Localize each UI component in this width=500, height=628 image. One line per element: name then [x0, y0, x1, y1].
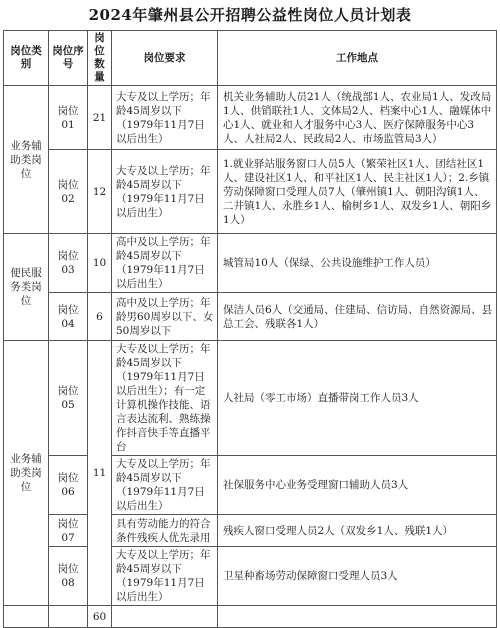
requirement-cell: 大专及以上学历；年龄45周岁以下（1979年11月7日以后出生）	[112, 547, 218, 606]
table-row	[4, 515, 497, 547]
requirement-cell: 大专及以上学历；年龄45周岁以下（1979年11月7日以后出生）	[112, 150, 218, 234]
table-row	[4, 547, 497, 606]
table-header-row	[4, 31, 497, 86]
count-cell: 10	[88, 234, 112, 293]
total-empty-cell	[112, 606, 218, 628]
requirement-cell: 具有劳动能力的符合条件残疾人优先录用	[112, 515, 218, 547]
table-row	[4, 341, 497, 456]
table-row	[4, 234, 497, 293]
requirement-cell: 高中及以上学历；年龄男60周岁以下、女50周岁以下	[112, 293, 218, 341]
post-no-cell: 岗位08	[49, 547, 88, 606]
location-cell: 人社局（零工市场）直播带岗工作人员3人	[218, 341, 497, 456]
count-cell: 6	[88, 293, 112, 341]
total-empty-cell	[49, 606, 88, 628]
post-no-cell: 岗位01	[49, 86, 88, 150]
location-cell: 卫星种畜场劳动保障窗口受理人员3人	[218, 547, 497, 606]
table-row	[4, 86, 497, 150]
count-cell: 21	[88, 86, 112, 150]
requirement-cell: 大专及以上学历；年龄45周岁以下（1979年11月7日以后出生）	[112, 86, 218, 150]
post-no-cell: 岗位07	[49, 515, 88, 547]
header-requirement: 岗位要求	[112, 31, 218, 86]
header-post-no: 岗位序号	[49, 31, 88, 86]
header-category: 岗位类别	[4, 31, 49, 86]
location-cell: 1.就业驿站服务窗口人员5人（繁荣社区1人、团结社区1人、建设社区1人、和平社区1人、民主社区1人）；2.乡镇劳动保障窗口受理人员7人（肇州镇1人、朝阳沟镇1人、二井镇1人、永胜乡1人、榆树乡1人、双发乡1人、朝阳乡1人）	[218, 150, 497, 234]
table-row	[4, 150, 497, 234]
table-row	[4, 456, 497, 515]
count-cell: 12	[88, 150, 112, 234]
requirement-cell: 大专及以上学历；年龄45周岁以下（1979年11月7日以后出生）；有一定计算机操作技能、语言表达流利、熟练操作抖音快手等直播平台	[112, 341, 218, 456]
category-cell: 便民服务类岗位	[4, 234, 49, 341]
post-no-cell: 岗位02	[49, 150, 88, 234]
post-no-cell: 岗位03	[49, 234, 88, 293]
recruitment-plan-table	[3, 30, 497, 628]
header-count: 岗位数量	[88, 31, 112, 86]
location-cell: 城管局10人（保绿、公共设施维护工作人员）	[218, 234, 497, 293]
location-cell: 社保服务中心业务受理窗口辅助人员3人	[218, 456, 497, 515]
table-row	[4, 293, 497, 341]
total-empty-cell	[4, 606, 49, 628]
post-no-cell: 岗位06	[49, 456, 88, 515]
location-cell: 保洁人员6人（交通局、住建局、信访局、自然资源局、县总工会、残联各1人）	[218, 293, 497, 341]
page-title: 2024年肇州县公开招聘公益性岗位人员计划表	[88, 6, 412, 24]
category-cell: 业务辅助类岗位	[4, 341, 49, 606]
location-cell: 残疾人窗口受理人员2人（双发乡1人、残联1人）	[218, 515, 497, 547]
header-location: 工作地点	[218, 31, 497, 86]
category-cell: 业务辅助类岗位	[4, 86, 49, 234]
total-empty-cell	[218, 606, 497, 628]
requirement-cell: 大专及以上学历；年龄45周岁以下（1979年11月7日以后出生）	[112, 456, 218, 515]
total-row	[4, 606, 497, 628]
post-no-cell: 岗位05	[49, 341, 88, 456]
total-count-cell: 60	[88, 606, 112, 628]
count-cell-merged: 11	[88, 341, 112, 606]
post-no-cell: 岗位04	[49, 293, 88, 341]
location-cell: 机关业务辅助人员21人（统战部1人、农业局1人、发改局1人、供销联社1人、文体局2人、档案中心1人、融媒体中心1人、就业和人才服务中心3人、医疗保障服务中心3人、人社局2人、民政局2人、市场监管局3人）	[218, 86, 497, 150]
requirement-cell: 高中及以上学历；年龄45周岁以下（1979年11月7日以后出生）	[112, 234, 218, 293]
